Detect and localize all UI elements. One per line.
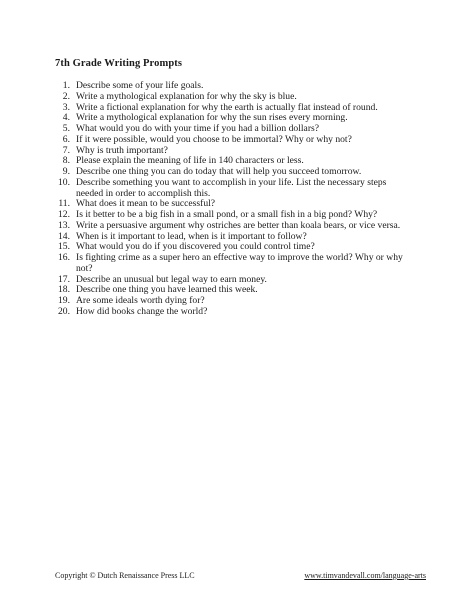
- prompt-text: Write a mythological explanation for why the sky is blue.: [76, 90, 297, 102]
- copyright-notice: Copyright © Dutch Renaissance Press LLC: [55, 571, 195, 580]
- prompt-item: [55, 92, 415, 103]
- page-footer: [55, 571, 426, 580]
- prompt-text: Please explain the meaning of life in 140 characters or less.: [76, 155, 304, 167]
- prompt-item: [55, 253, 415, 275]
- prompt-list: [55, 81, 415, 318]
- prompt-text: When is it important to lead, when is it important to follow?: [76, 230, 307, 242]
- prompt-number: 14.: [58, 230, 70, 242]
- prompt-number: 2.: [62, 90, 70, 102]
- prompt-item: [55, 135, 415, 146]
- prompt-text: Describe one thing you have learned this week.: [76, 284, 258, 296]
- prompt-item: [55, 307, 415, 318]
- prompt-number: 4.: [62, 112, 70, 124]
- prompt-number: 20.: [58, 305, 70, 317]
- prompt-text: What does it mean to be successful?: [76, 198, 216, 210]
- prompt-number: 19.: [58, 295, 70, 306]
- prompt-number: 7.: [62, 144, 70, 156]
- prompt-number: 8.: [62, 155, 70, 167]
- prompt-number: 9.: [62, 166, 70, 177]
- prompt-number: 5.: [62, 123, 70, 134]
- prompt-text: Write a fictional explanation for why the earth is actually flat instead of round.: [76, 101, 378, 113]
- prompt-number: 15.: [58, 241, 70, 253]
- website-link[interactable]: www.timvandevall.com/language-arts: [304, 571, 426, 580]
- prompt-number: 17.: [58, 273, 70, 285]
- prompt-number: 11.: [58, 198, 70, 210]
- prompt-number: 10.: [58, 176, 70, 188]
- prompt-number: 16.: [58, 252, 70, 263]
- prompt-number: 1.: [62, 80, 70, 91]
- prompt-text: Describe some of your life goals.: [76, 80, 204, 91]
- prompt-number: 6.: [62, 133, 70, 145]
- prompt-text: Write a persuasive argument why ostriches are better than koala bears, or vice versa.: [76, 219, 401, 231]
- prompt-text: Are some ideals worth dying for?: [76, 295, 205, 306]
- prompt-text: Describe an unusual but legal way to earn money.: [76, 273, 267, 285]
- prompt-number: 3.: [62, 101, 70, 113]
- prompt-text: Is fighting crime as a super hero an effective way to improve the world? Why or why not?: [76, 252, 403, 274]
- prompt-text: If it were possible, would you choose to be immortal? Why or why not?: [76, 133, 352, 145]
- prompt-item: [55, 178, 415, 200]
- prompt-number: 12.: [58, 209, 70, 220]
- prompt-text: Why is truth important?: [76, 144, 168, 156]
- prompt-text: How did books change the world?: [76, 305, 208, 317]
- document-title: 7th Grade Writing Prompts: [55, 58, 183, 69]
- prompt-number: 13.: [58, 219, 70, 231]
- prompt-text: Describe something you want to accomplish in your life. List the necessary steps needed in order to accomplish this.: [76, 176, 387, 199]
- prompt-text: Describe one thing you can do today that will help you succeed tomorrow.: [76, 166, 362, 177]
- prompt-text: Is it better to be a big fish in a small pond, or a small fish in a big pond? Why?: [76, 209, 378, 220]
- prompt-text: Write a mythological explanation for why the sun rises every morning.: [76, 112, 348, 124]
- prompt-item: [55, 221, 415, 232]
- prompt-text: What would you do if you discovered you could control time?: [76, 241, 315, 253]
- prompt-text: What would you do with your time if you had a billion dollars?: [76, 123, 320, 134]
- prompt-number: 18.: [58, 284, 70, 296]
